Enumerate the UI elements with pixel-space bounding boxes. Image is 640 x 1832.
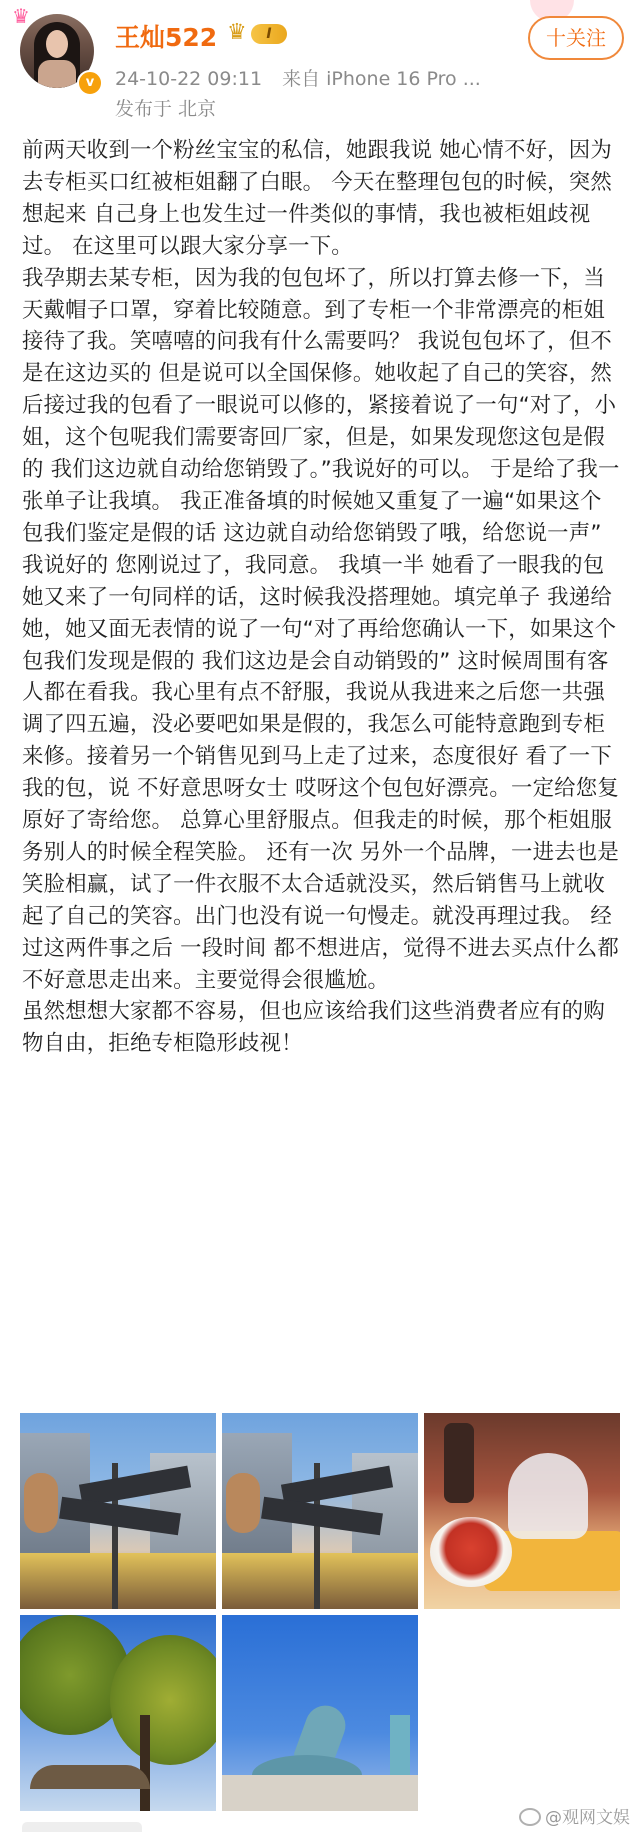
image-thumbnail-street[interactable] xyxy=(222,1413,418,1609)
follow-button[interactable]: 十关注 xyxy=(528,16,624,60)
avatar[interactable] xyxy=(20,14,94,88)
crown-icon: ♛ xyxy=(227,20,247,45)
post-body xyxy=(22,135,620,1060)
post-paragraph: 虽然想想大家都不容易，但也应该给我们这些消费者应有的购物自由，拒绝专柜隐形歧视！ xyxy=(22,999,605,1057)
post-meta xyxy=(115,64,495,91)
image-thumbnail-street[interactable] xyxy=(20,1413,216,1609)
watermark-text: @观网文娱 xyxy=(545,1808,630,1828)
verified-badge-icon: v xyxy=(77,70,103,96)
post-source: 来自 iPhone 16 Pro ... xyxy=(282,68,481,90)
post-paragraph: 前两天收到一个粉丝宝宝的私信，她跟我说 她心情不好，因为去专柜买口红被柜姐翻了白眼。 今天在整理包包的时候，突然想起来 自己身上也发生过一件类似的事情，我也被柜姐歧视过。 在这里可以跟大家分享一下。 xyxy=(22,138,612,259)
post-paragraph: 我孕期去某专柜，因为我的包包坏了，所以打算去修一下，当天戴帽子口罩，穿着比较随意。到了专柜一个非常漂亮的柜姐接待了我。笑嘻嘻的问我有什么需要吗？ 我说包包坏了，但不是在这边买的 但是说可以全国保修。她收起了自己的笑容，然后接过我的包看了一眼说可以修的，紧接着说了一句“对了，小姐，这个包呢我们需要寄回厂家，但是，如果发现您这包是假的 我们这边就自动给您销毁了。”我说好的可以。 于是给了我一张单子让我填。 我正准备填的时候她又重复了一遍“如果这个包我们鉴定是假的话 这边就自动给您销毁了哦，给您说一声” 我说好的 您刚说过了，我同意。 我填一半 她看了一眼我的包 她又来了一句同样的话，这时候我没搭理她。填完单子 我递给她，她又面无表情的说了一句“对了再给您确认一下，如果这个包我们发现是假的 我们这边是会自动销毁的” 这时候周围有客人都在看我。我心里有点不舒服，我说从我进来之后您一共强调了四五遍，没必要吧如果是假的，我怎么可能特意跑到专柜来修。接着另一个销售见到马上走了过来，态度很好 看了一下我的包，说 不好意思呀女士 哎呀这个包包好漂亮。一定给您复原好了寄给您。 总算心里舒服点。但我走的时候，那个柜姐服务别人的时候全程笑脸。 还有一次 另外一个品牌，一进去也是笑脸相赢，试了一件衣服不太合适就没买，然后销售马上就收起了自己的笑容。出门也没有说一句慢走。就没再理过我。 经过这两件事之后 一段时间 都不想进店，觉得不进去买点什么都不好意思走出来。主要觉得会很尴尬。 xyxy=(22,265,620,993)
level-badge-label: I xyxy=(251,24,287,44)
watermark xyxy=(519,1803,630,1828)
post-header xyxy=(0,0,640,130)
weibo-logo-icon xyxy=(519,1808,541,1826)
image-thumbnail-whale[interactable] xyxy=(222,1615,418,1811)
username[interactable]: 王灿522 xyxy=(115,23,218,52)
post-location: 发布于 北京 xyxy=(115,98,217,120)
crown-decoration-icon: ♛ xyxy=(12,4,30,28)
post-timestamp: 24-10-22 09:11 xyxy=(115,68,263,90)
image-thumbnail-dessert[interactable] xyxy=(424,1413,620,1609)
level-badge[interactable] xyxy=(227,20,289,46)
image-thumbnail-trees[interactable] xyxy=(20,1615,216,1811)
